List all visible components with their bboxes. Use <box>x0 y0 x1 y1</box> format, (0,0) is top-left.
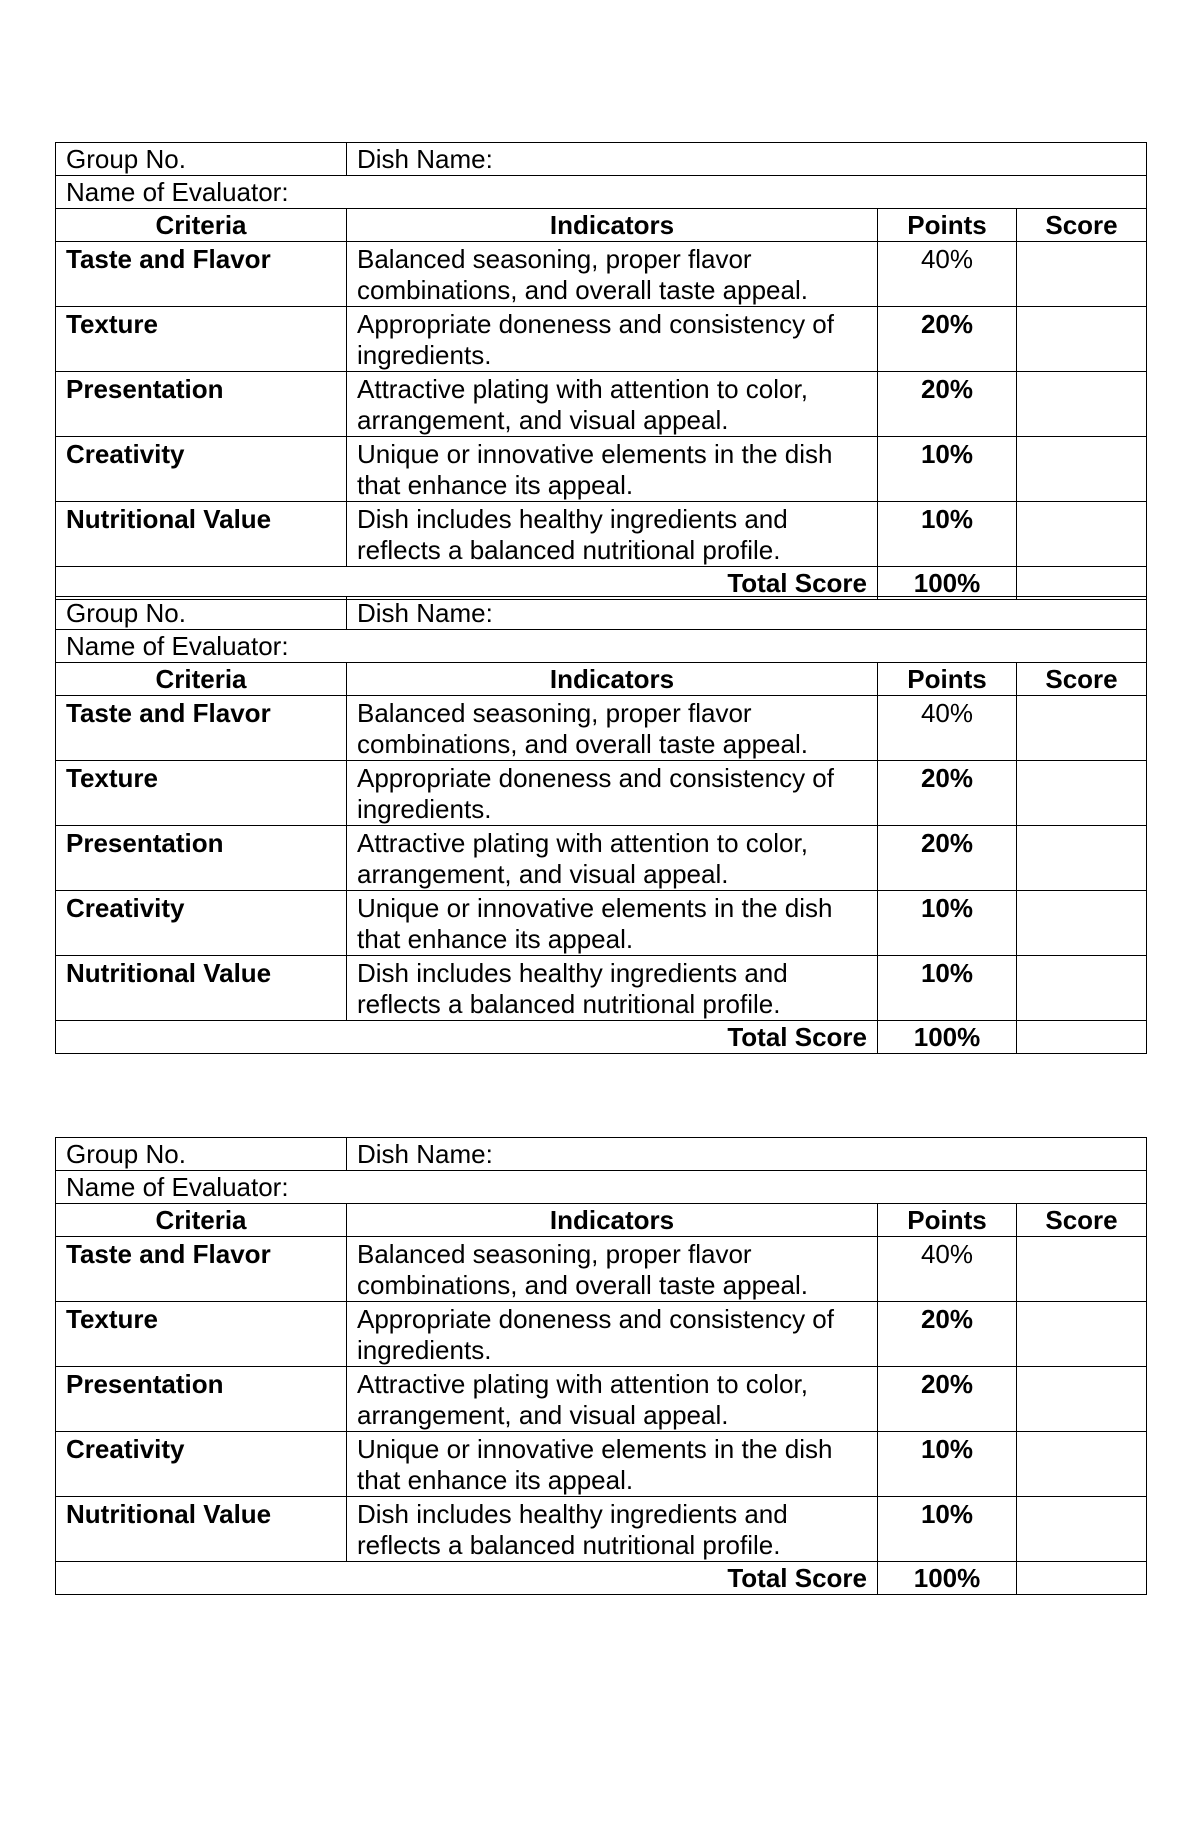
criterion-points: 10% <box>878 437 1017 502</box>
criterion-indicator: Dish includes healthy ingredients and reflects a balanced nutritional profile. <box>347 1497 878 1562</box>
score-entry-cell[interactable] <box>1017 956 1147 1021</box>
criterion-indicator: Balanced seasoning, proper flavor combinations, and overall taste appeal. <box>347 696 878 761</box>
indicators-header: Indicators <box>347 209 878 242</box>
criterion-row <box>56 891 1147 956</box>
criterion-indicator: Attractive plating with attention to color, arrangement, and visual appeal. <box>347 826 878 891</box>
score-entry-cell[interactable] <box>1017 1302 1147 1367</box>
criterion-points: 20% <box>878 1367 1017 1432</box>
total-row <box>56 1562 1147 1595</box>
score-entry-cell[interactable] <box>1017 826 1147 891</box>
criterion-name: Taste and Flavor <box>56 696 347 761</box>
score-entry-cell[interactable] <box>1017 502 1147 567</box>
criterion-points: 20% <box>878 826 1017 891</box>
evaluator-label: Name of Evaluator: <box>66 177 289 207</box>
column-header-row <box>56 663 1147 696</box>
criterion-row <box>56 696 1147 761</box>
criterion-row <box>56 1237 1147 1302</box>
score-entry-cell[interactable] <box>1017 437 1147 502</box>
score-entry-cell[interactable] <box>1017 1497 1147 1562</box>
dish-name-cell[interactable] <box>347 143 1147 176</box>
rubric-table-1 <box>55 142 1147 600</box>
total-points: 100% <box>878 567 1017 600</box>
criterion-name: Creativity <box>56 891 347 956</box>
criterion-name: Taste and Flavor <box>56 242 347 307</box>
criterion-indicator: Balanced seasoning, proper flavor combinations, and overall taste appeal. <box>347 1237 878 1302</box>
evaluator-label: Name of Evaluator: <box>66 1172 289 1202</box>
criterion-indicator: Dish includes healthy ingredients and reflects a balanced nutritional profile. <box>347 956 878 1021</box>
total-points: 100% <box>878 1562 1017 1595</box>
criteria-header: Criteria <box>56 1204 347 1237</box>
criterion-row <box>56 502 1147 567</box>
group-number-label: Group No. <box>66 1139 186 1169</box>
criterion-points: 10% <box>878 1497 1017 1562</box>
criterion-row <box>56 826 1147 891</box>
column-header-row <box>56 1204 1147 1237</box>
criterion-points: 20% <box>878 307 1017 372</box>
criterion-points: 20% <box>878 372 1017 437</box>
criteria-header: Criteria <box>56 209 347 242</box>
score-entry-cell[interactable] <box>1017 696 1147 761</box>
total-score-entry-cell[interactable] <box>1017 567 1147 600</box>
criterion-name: Texture <box>56 1302 347 1367</box>
criterion-row <box>56 1497 1147 1562</box>
criterion-name: Texture <box>56 307 347 372</box>
group-number-cell[interactable] <box>56 143 347 176</box>
score-entry-cell[interactable] <box>1017 1237 1147 1302</box>
evaluator-label: Name of Evaluator: <box>66 631 289 661</box>
criterion-name: Creativity <box>56 437 347 502</box>
group-number-cell[interactable] <box>56 1138 347 1171</box>
score-header: Score <box>1017 209 1147 242</box>
points-header: Points <box>878 663 1017 696</box>
total-score-label: Total Score <box>56 567 878 600</box>
points-header: Points <box>878 209 1017 242</box>
criterion-indicator: Appropriate doneness and consistency of ingredients. <box>347 307 878 372</box>
criterion-indicator: Unique or innovative elements in the dish that enhance its appeal. <box>347 437 878 502</box>
group-dish-row <box>56 597 1147 630</box>
score-entry-cell[interactable] <box>1017 1432 1147 1497</box>
evaluator-cell[interactable] <box>56 630 1147 663</box>
total-score-entry-cell[interactable] <box>1017 1562 1147 1595</box>
dish-name-label: Dish Name: <box>357 598 493 628</box>
criterion-indicator: Attractive plating with attention to color, arrangement, and visual appeal. <box>347 1367 878 1432</box>
indicators-header: Indicators <box>347 663 878 696</box>
score-entry-cell[interactable] <box>1017 242 1147 307</box>
criterion-indicator: Attractive plating with attention to color, arrangement, and visual appeal. <box>347 372 878 437</box>
group-dish-row <box>56 143 1147 176</box>
total-score-label: Total Score <box>56 1562 878 1595</box>
score-entry-cell[interactable] <box>1017 1367 1147 1432</box>
score-entry-cell[interactable] <box>1017 891 1147 956</box>
criterion-name: Nutritional Value <box>56 1497 347 1562</box>
criterion-points: 40% <box>878 242 1017 307</box>
criterion-points: 20% <box>878 761 1017 826</box>
criterion-name: Presentation <box>56 372 347 437</box>
criteria-header: Criteria <box>56 663 347 696</box>
criterion-row <box>56 372 1147 437</box>
criterion-row <box>56 956 1147 1021</box>
rubric-table-2 <box>55 596 1147 1054</box>
criterion-name: Presentation <box>56 1367 347 1432</box>
criterion-name: Texture <box>56 761 347 826</box>
rubric-table-3 <box>55 1137 1147 1595</box>
criterion-name: Presentation <box>56 826 347 891</box>
score-header: Score <box>1017 1204 1147 1237</box>
dish-name-label: Dish Name: <box>357 1139 493 1169</box>
criterion-name: Nutritional Value <box>56 956 347 1021</box>
column-header-row <box>56 209 1147 242</box>
criterion-name: Nutritional Value <box>56 502 347 567</box>
dish-name-cell[interactable] <box>347 1138 1147 1171</box>
evaluator-cell[interactable] <box>56 1171 1147 1204</box>
dish-name-label: Dish Name: <box>357 144 493 174</box>
criterion-indicator: Unique or innovative elements in the dish that enhance its appeal. <box>347 891 878 956</box>
score-entry-cell[interactable] <box>1017 372 1147 437</box>
criterion-name: Creativity <box>56 1432 347 1497</box>
criterion-indicator: Dish includes healthy ingredients and reflects a balanced nutritional profile. <box>347 502 878 567</box>
group-number-label: Group No. <box>66 598 186 628</box>
indicators-header: Indicators <box>347 1204 878 1237</box>
criterion-row <box>56 437 1147 502</box>
criterion-indicator: Unique or innovative elements in the dish that enhance its appeal. <box>347 1432 878 1497</box>
group-number-cell[interactable] <box>56 597 347 630</box>
criterion-row <box>56 307 1147 372</box>
total-row <box>56 1021 1147 1054</box>
total-score-label: Total Score <box>56 1021 878 1054</box>
score-header: Score <box>1017 663 1147 696</box>
points-header: Points <box>878 1204 1017 1237</box>
criterion-points: 10% <box>878 1432 1017 1497</box>
criterion-row <box>56 242 1147 307</box>
criterion-row <box>56 1367 1147 1432</box>
criterion-points: 10% <box>878 502 1017 567</box>
score-entry-cell[interactable] <box>1017 761 1147 826</box>
criterion-points: 10% <box>878 956 1017 1021</box>
criterion-indicator: Appropriate doneness and consistency of ingredients. <box>347 1302 878 1367</box>
criterion-row <box>56 1302 1147 1367</box>
group-dish-row <box>56 1138 1147 1171</box>
evaluator-row <box>56 1171 1147 1204</box>
criterion-indicator: Balanced seasoning, proper flavor combinations, and overall taste appeal. <box>347 242 878 307</box>
dish-name-cell[interactable] <box>347 597 1147 630</box>
criterion-points: 10% <box>878 891 1017 956</box>
criterion-points: 40% <box>878 1237 1017 1302</box>
evaluator-row <box>56 630 1147 663</box>
criterion-points: 20% <box>878 1302 1017 1367</box>
score-entry-cell[interactable] <box>1017 307 1147 372</box>
criterion-row <box>56 1432 1147 1497</box>
group-number-label: Group No. <box>66 144 186 174</box>
criterion-row <box>56 761 1147 826</box>
criterion-points: 40% <box>878 696 1017 761</box>
criterion-indicator: Appropriate doneness and consistency of ingredients. <box>347 761 878 826</box>
criterion-name: Taste and Flavor <box>56 1237 347 1302</box>
total-points: 100% <box>878 1021 1017 1054</box>
evaluator-cell[interactable] <box>56 176 1147 209</box>
evaluator-row <box>56 176 1147 209</box>
total-score-entry-cell[interactable] <box>1017 1021 1147 1054</box>
total-row <box>56 567 1147 600</box>
